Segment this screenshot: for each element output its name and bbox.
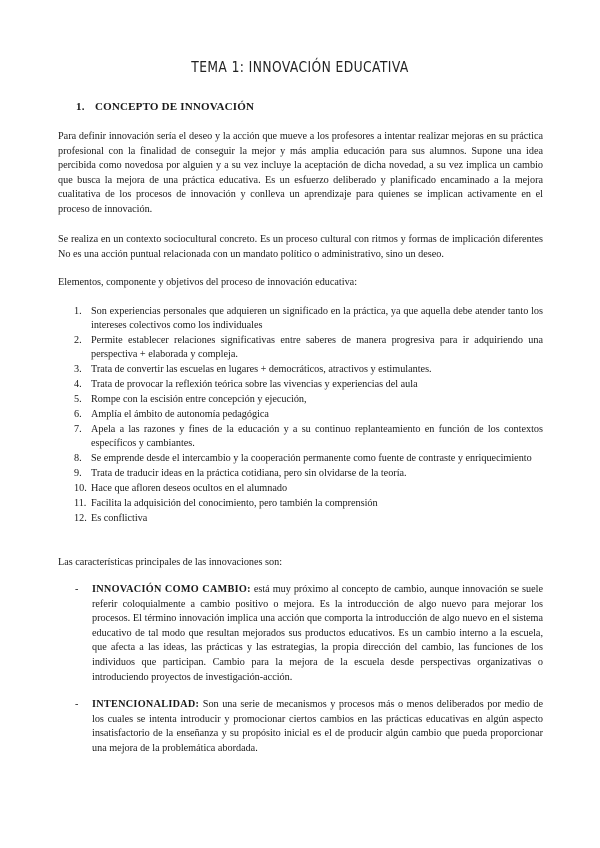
section-number: 1. bbox=[76, 101, 85, 113]
list-item-text: Rompe con la escisión entre concepción y ejecución, bbox=[91, 394, 307, 406]
list-item bbox=[58, 305, 543, 334]
list-item bbox=[58, 497, 543, 511]
list-item-text: Trata de traducir ideas en la práctica cotidiana, pero sin olvidarse de la teoría. bbox=[91, 468, 407, 480]
list-item bbox=[58, 408, 543, 422]
list-item bbox=[58, 334, 543, 363]
feature-term: INNOVACIÓN COMO CAMBIO: bbox=[92, 584, 251, 595]
bullet-dash: - bbox=[75, 699, 79, 711]
features-list bbox=[58, 583, 543, 757]
list-item-text: Trata de convertir las escuelas en lugares + democráticos, atractivos y estimulantes. bbox=[91, 364, 432, 376]
elements-intro: Elementos, componente y objetivos del proceso de innovación educativa: bbox=[58, 277, 358, 288]
list-item-text: Amplía el ámbito de autonomía pedagógica bbox=[91, 409, 269, 421]
elements-list bbox=[58, 305, 543, 527]
section-heading bbox=[76, 101, 254, 113]
features-intro: Las características principales de las innovaciones son: bbox=[58, 557, 283, 568]
section-heading-text: CONCEPTO DE INNOVACIÓN bbox=[94, 101, 255, 113]
list-item-number: 9. bbox=[74, 468, 82, 480]
list-item-text: Hace que afloren deseos ocultos en el alumnado bbox=[91, 482, 288, 494]
list-item bbox=[58, 467, 543, 481]
list-item-number: 6. bbox=[74, 409, 82, 421]
list-item-number: 2. bbox=[74, 335, 82, 347]
list-item-number: 11. bbox=[74, 497, 87, 509]
list-item-text: Son experiencias personales que adquieren un significado en la práctica, ya que aquella debe atender tanto los intereses colectivos como los individuales bbox=[91, 306, 543, 332]
list-item-number: 1. bbox=[74, 306, 82, 317]
list-item-text: Permite establecer relaciones significativas entre saberes de manera progresiva para ir adquiriendo una perspectiva + elaborada y compleja. bbox=[91, 335, 543, 361]
list-item-text: Apela a las razones y fines de la educación y a su continuo replanteamiento en función de los contextos específicos y cambiantes. bbox=[91, 423, 543, 450]
feature-term: INTENCIONALIDAD: bbox=[92, 699, 200, 711]
list-item bbox=[58, 363, 543, 377]
list-item bbox=[58, 423, 543, 452]
list-item bbox=[58, 482, 543, 496]
list-item-number: 8. bbox=[74, 453, 82, 465]
list-item-number: 3. bbox=[74, 364, 82, 376]
bullet-dash: - bbox=[75, 584, 79, 595]
list-item-text: Se emprende desde el intercambio y la cooperación permanente como fuente de contraste y enriquecimiento bbox=[91, 453, 532, 465]
list-item bbox=[58, 512, 543, 526]
intro-paragraph: Para definir innovación sería el deseo y la acción que mueve a los profesores a intentar realizar mejoras en su práctica profesional con la finalidad de conseguir la mejor y más amplia educación para sus alumnos. Supone una idea percibida como novedosa por alguien y a su vez incluye la aceptación de dicha novedad, a su vez implica un cambio que busca la mejora de una práctica educativa. Es un esfuerzo deliberado y planificado encaminado a la mejora cualitativa de los procesos de innovación y conlleva un aprendizaje para quienes se implican activamente en el proceso de innovación. bbox=[58, 131, 543, 215]
list-item-text: Es conflictiva bbox=[91, 512, 148, 524]
list-item-number: 7. bbox=[74, 423, 82, 435]
list-item-number: 4. bbox=[74, 379, 82, 391]
list-item-number: 12. bbox=[74, 512, 87, 524]
list-item bbox=[58, 393, 543, 407]
list-item-text: Trata de provocar la reflexión teórica sobre las vivencias y experiencias del aula bbox=[91, 379, 418, 391]
page-title: TEMA 1: INNOVACIÓN EDUCATIVA bbox=[191, 58, 409, 76]
list-item-text: Facilita la adquisición del conocimiento, pero también la comprensión bbox=[91, 497, 378, 509]
list-item-number: 5. bbox=[74, 394, 82, 406]
list-item bbox=[58, 452, 543, 466]
list-item-number: 10. bbox=[74, 482, 87, 494]
feature-item bbox=[58, 583, 543, 685]
context-paragraph: Se realiza en un contexto sociocultural concreto. Es un proceso cultural con ritmos y formas de implicación diferentes No es una acción puntual relacionada con un mandato político o administrativo, sino un deseo. bbox=[58, 234, 543, 260]
list-item bbox=[58, 378, 543, 392]
feature-text: Son una serie de mecanismos y procesos más o menos deliberados por medio de los cuales se intenta introducir y promocionar ciertos cambios en las prácticas educativas en algún aspecto insatisfactorio de la enseñanza y su propósito inicial es el de producir algún cambio que pueda proporcionar una mejora de la problemática abordada. bbox=[92, 699, 543, 754]
feature-text: está muy próximo al concepto de cambio, aunque innovación se suele referir coloquialmente a cambio positivo o mejora. Es la introducción de algo nuevo para mejorar los procesos. El término innovación implica una acción que comporta la introducción de algo nuevo en el sistema educativo de tal modo que resultan mejorados sus productos educativos. Es un cambio interno a la escuela, que afecta a las ideas, las prácticas y las estrategias, la propia dirección del cambio, las funciones de los individuos que participan. Cambio para la mejora de la escuela desde perspectivas organizativas o introduciendo proyectos de investigación-acción. bbox=[92, 584, 543, 683]
feature-item bbox=[58, 698, 543, 756]
